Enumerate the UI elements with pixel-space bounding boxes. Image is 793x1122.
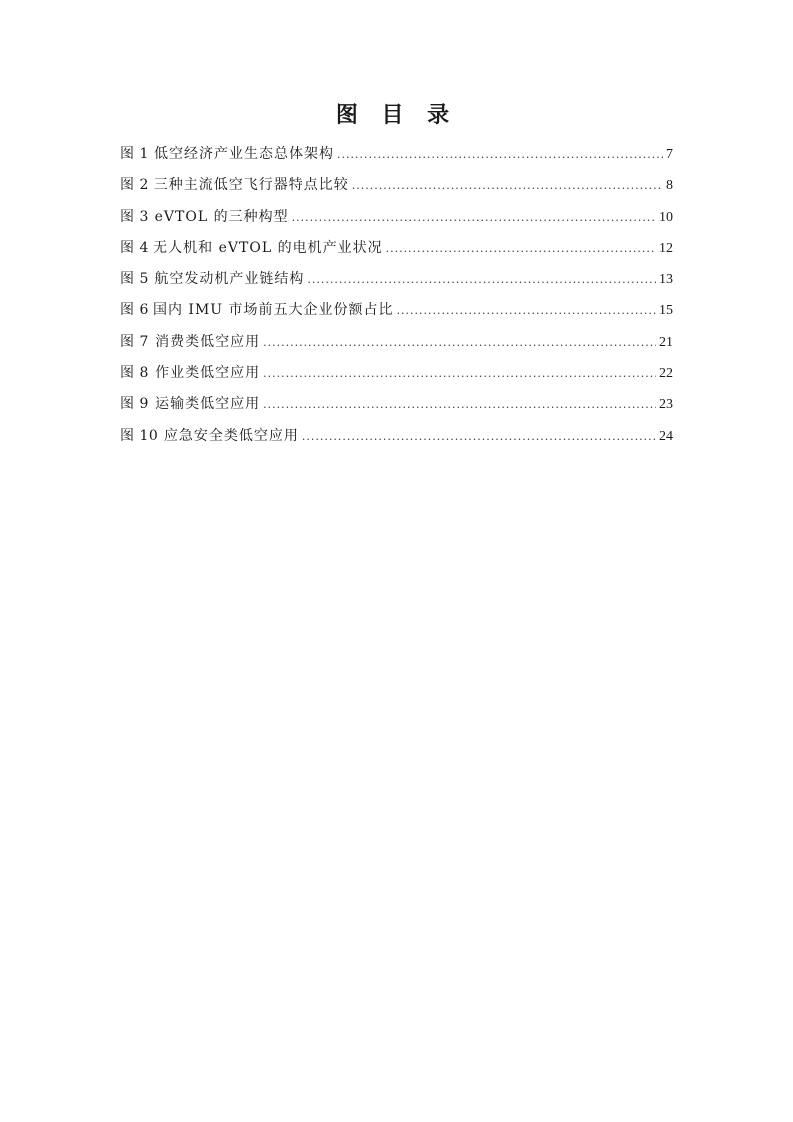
figure-label: 图 6: [120, 302, 149, 319]
page-number[interactable]: 24: [659, 428, 673, 444]
page-number[interactable]: 8: [666, 178, 673, 194]
page-number[interactable]: 12: [659, 240, 673, 256]
figure-label: 图 8: [120, 365, 149, 382]
figure-caption[interactable]: 无人机和 eVTOL 的电机产业状况: [153, 239, 383, 256]
figure-caption[interactable]: 作业类低空应用: [155, 365, 261, 382]
figure-caption[interactable]: 运输类低空应用: [155, 396, 261, 413]
figure-label: 图 4: [120, 239, 149, 256]
page-number[interactable]: 13: [659, 272, 673, 288]
dot-leader: [307, 268, 656, 292]
dot-leader: [292, 206, 656, 230]
dot-leader: [263, 331, 656, 355]
page-title: 图 目 录: [335, 103, 458, 128]
toc-entry[interactable]: [120, 205, 673, 236]
toc-entry[interactable]: [120, 236, 673, 267]
dot-leader: [352, 174, 663, 198]
toc-entry[interactable]: [120, 392, 673, 423]
figure-caption[interactable]: 国内 IMU 市场前五大企业份额占比: [152, 302, 394, 319]
figure-caption[interactable]: 低空经济产业生态总体架构: [154, 146, 335, 162]
dot-leader: [386, 237, 656, 261]
dot-leader: [397, 299, 656, 323]
toc-entry[interactable]: [120, 267, 673, 298]
figure-label: 图 10: [120, 427, 159, 444]
figure-label: 图 1: [120, 146, 149, 162]
figure-label: 图 7: [120, 333, 149, 350]
page-number[interactable]: 10: [659, 209, 673, 225]
figure-caption[interactable]: 航空发动机产业链结构: [154, 271, 305, 288]
figure-caption[interactable]: 消费类低空应用: [155, 333, 261, 350]
figure-label: 图 9: [120, 396, 149, 413]
page-number[interactable]: 21: [659, 334, 673, 350]
figure-label: 图 5: [120, 271, 149, 288]
toc-entry[interactable]: [120, 173, 673, 204]
figure-label: 图 3: [120, 208, 149, 225]
dot-leader: [337, 143, 663, 167]
dot-leader: [263, 362, 656, 386]
figure-caption[interactable]: 三种主流低空飞行器特点比较: [153, 177, 349, 194]
toc-entry[interactable]: [120, 361, 673, 392]
page-number[interactable]: 7: [666, 147, 673, 162]
toc-entry[interactable]: [120, 142, 673, 173]
page-number[interactable]: 15: [659, 303, 673, 319]
page-number[interactable]: 23: [659, 397, 673, 413]
figure-label: 图 2: [120, 177, 149, 194]
figure-caption[interactable]: 应急安全类低空应用: [163, 427, 299, 444]
dot-leader: [263, 393, 656, 417]
toc-entry[interactable]: [120, 330, 673, 361]
page-number[interactable]: 22: [659, 366, 673, 382]
toc-entry[interactable]: [120, 298, 673, 329]
dot-leader: [302, 425, 656, 449]
figure-list: [120, 142, 673, 455]
toc-entry[interactable]: [120, 424, 673, 455]
figure-caption[interactable]: eVTOL 的三种构型: [154, 208, 289, 225]
